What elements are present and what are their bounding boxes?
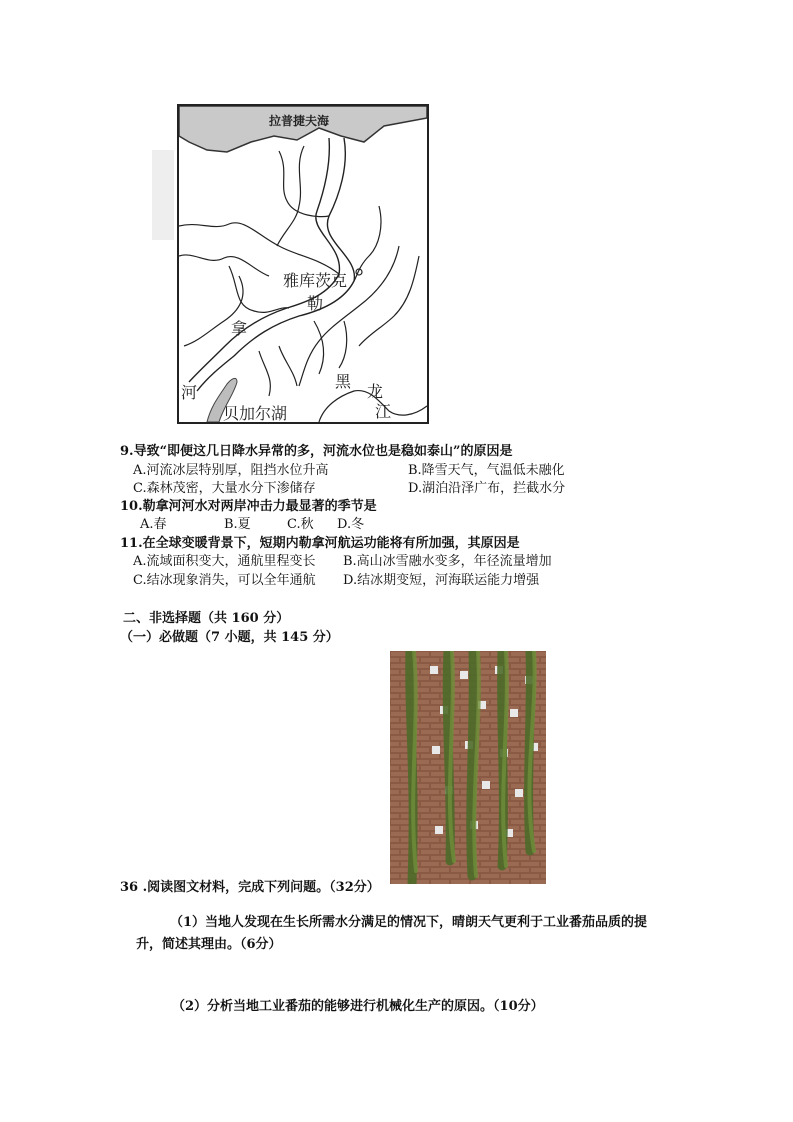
question-11-option-b: B.高山冰雪融水变多，年径流量增加 xyxy=(343,554,552,569)
section-title: 二、非选择题（共 160 分） xyxy=(123,611,290,626)
heilong-label-2: 龙 xyxy=(367,382,384,401)
tomato-drying-photo xyxy=(390,651,546,884)
scan-shadow xyxy=(152,150,174,240)
question-10-option-b: B.夏 xyxy=(224,517,251,532)
heilong-label-3: 江 xyxy=(375,402,392,421)
question-36-stem: 36 .阅读图文材料，完成下列问题。（32分） xyxy=(120,880,380,895)
lena-river-map xyxy=(177,104,429,424)
question-36-part1-line1: （1）当地人发现在生长所需水分满足的情况下，晴朗天气更利于工业番茄品质的提 xyxy=(170,915,648,930)
question-11-stem: 11.在全球变暖背景下，短期内勒拿河航运功能将有所加强，其原因是 xyxy=(120,536,520,551)
question-11-option-c: C.结冰现象消失，可以全年通航 xyxy=(133,573,316,588)
question-10-option-d: D.冬 xyxy=(337,517,365,532)
question-36-part1-line2: 升，简述其理由。（6分） xyxy=(136,937,282,952)
city-label-1: 雅库茨克 xyxy=(283,271,348,290)
section-subtitle: （一）必做题（7 小题，共 145 分） xyxy=(120,630,339,645)
question-10-stem: 10.勒拿河河水对两岸冲击力最显著的季节是 xyxy=(120,499,377,514)
map-drawing xyxy=(179,106,427,422)
question-9-option-a: A.河流冰层特别厚，阻挡水位升高 xyxy=(133,463,329,478)
question-36-part2: （2）分析当地工业番茄的能够进行机械化生产的原因。（10分） xyxy=(172,999,544,1014)
question-11-option-d: D.结冰期变短，河海联运能力增强 xyxy=(343,573,540,588)
question-9-option-d: D.湖泊沿泽广布，拦截水分 xyxy=(408,481,566,496)
lake-label: 贝加尔湖 xyxy=(223,404,288,422)
question-9-option-b: B.降雪天气，气温低未融化 xyxy=(408,463,565,478)
river-label-na: 拿 xyxy=(231,319,248,338)
sea-label: 拉普捷夫海 xyxy=(269,114,330,128)
river-label-he: 河 xyxy=(181,383,198,402)
question-9-stem: 9.导致“即便这几日降水异常的多，河流水位也是稳如泰山”的原因是 xyxy=(120,444,513,459)
photo-drawing xyxy=(390,651,546,884)
city-label-2: 勒 xyxy=(307,294,324,313)
question-10-option-c: C.秋 xyxy=(287,517,314,532)
heilong-label-1: 黑 xyxy=(335,372,352,391)
question-9-option-c: C.森林茂密，大量水分下渗储存 xyxy=(133,481,316,496)
question-10-option-a: A.春 xyxy=(140,517,167,532)
question-11-option-a: A.流域面积变大，通航里程变长 xyxy=(133,554,316,569)
